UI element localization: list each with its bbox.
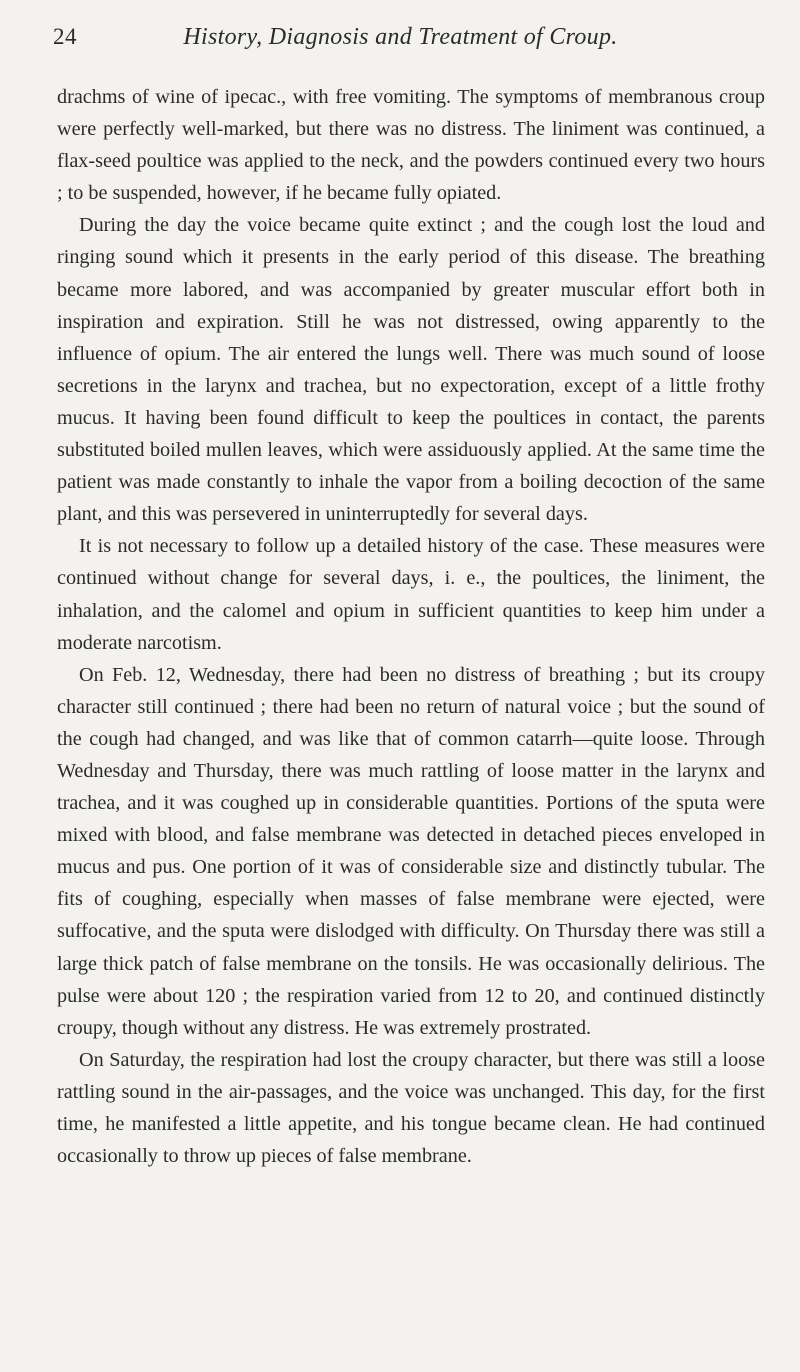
running-title: History, Diagnosis and Treatment of Croup. [183, 24, 618, 50]
paragraph: On Saturday, the respiration had lost the croupy character, but there was still a loose rattling sound in the air-passages, and the voice was unchanged. This day, for the first time, he manifested a little appetite, and his tongue became clean. He had continued occasionally to throw up pieces of false membrane. [57, 1048, 765, 1168]
paragraph: It is not necessary to follow up a detailed history of the case. These measures were continued without change for several days, i. e., the poultices, the liniment, the inhalation, and the calomel and opium in sufficient quantities to keep him under a moderate narcotism. [57, 535, 765, 654]
paragraph: drachms of wine of ipecac., with free vomiting. The symptoms of membranous croup were perfectly well-marked, but there was no distress. The liniment was continued, a flax-seed poultice was applied to the neck, and the powders continued every two hours ; to be suspended, however, if he became fully opiated. [57, 86, 765, 205]
body-text [57, 81, 765, 1172]
page-header [53, 24, 748, 64]
paragraph: On Feb. 12, Wednesday, there had been no distress of breathing ; but its croupy character still continued ; there had been no return of natural voice ; but the sound of the cough had changed, and was like that of common catarrh—quite loose. Through Wednesday and Thursday, there was much rattling of loose matter in the larynx and trachea, and it was coughed up in considerable quantities. Portions of the sputa were mixed with blood, and false membrane was detected in detached pieces enveloped in mucus and pus. One portion of it was of considerable size and distinctly tubular. The fits of coughing, especially when masses of false membrane were ejected, were suffocative, and the sputa were dislodged with difficulty. On Thursday there was still a large thick patch of false membrane on the tonsils. He was occasionally delirious. The pulse were about 120 ; the respiration varied from 12 to 20, and continued distinctly croupy, though without any distress. He was extremely prostrated. [57, 663, 765, 1039]
paragraph: During the day the voice became quite extinct ; and the cough lost the loud and ringing sound which it presents in the early period of this disease. The breathing became more labored, and was accompanied by greater muscular effort both in inspiration and expiration. Still he was not distressed, owing apparently to the influence of opium. The air entered the lungs well. There was much sound of loose secretions in the larynx and trachea, but no expectoration, except of a little frothy mucus. It having been found difficult to keep the poultices in contact, the parents substituted boiled mullen leaves, which were assiduously applied. At the same time the patient was made constantly to inhale the vapor from a boiling decoction of the same plant, and this was persevered in uninterruptedly for several days. [57, 214, 765, 526]
page-number: 24 [53, 24, 77, 49]
